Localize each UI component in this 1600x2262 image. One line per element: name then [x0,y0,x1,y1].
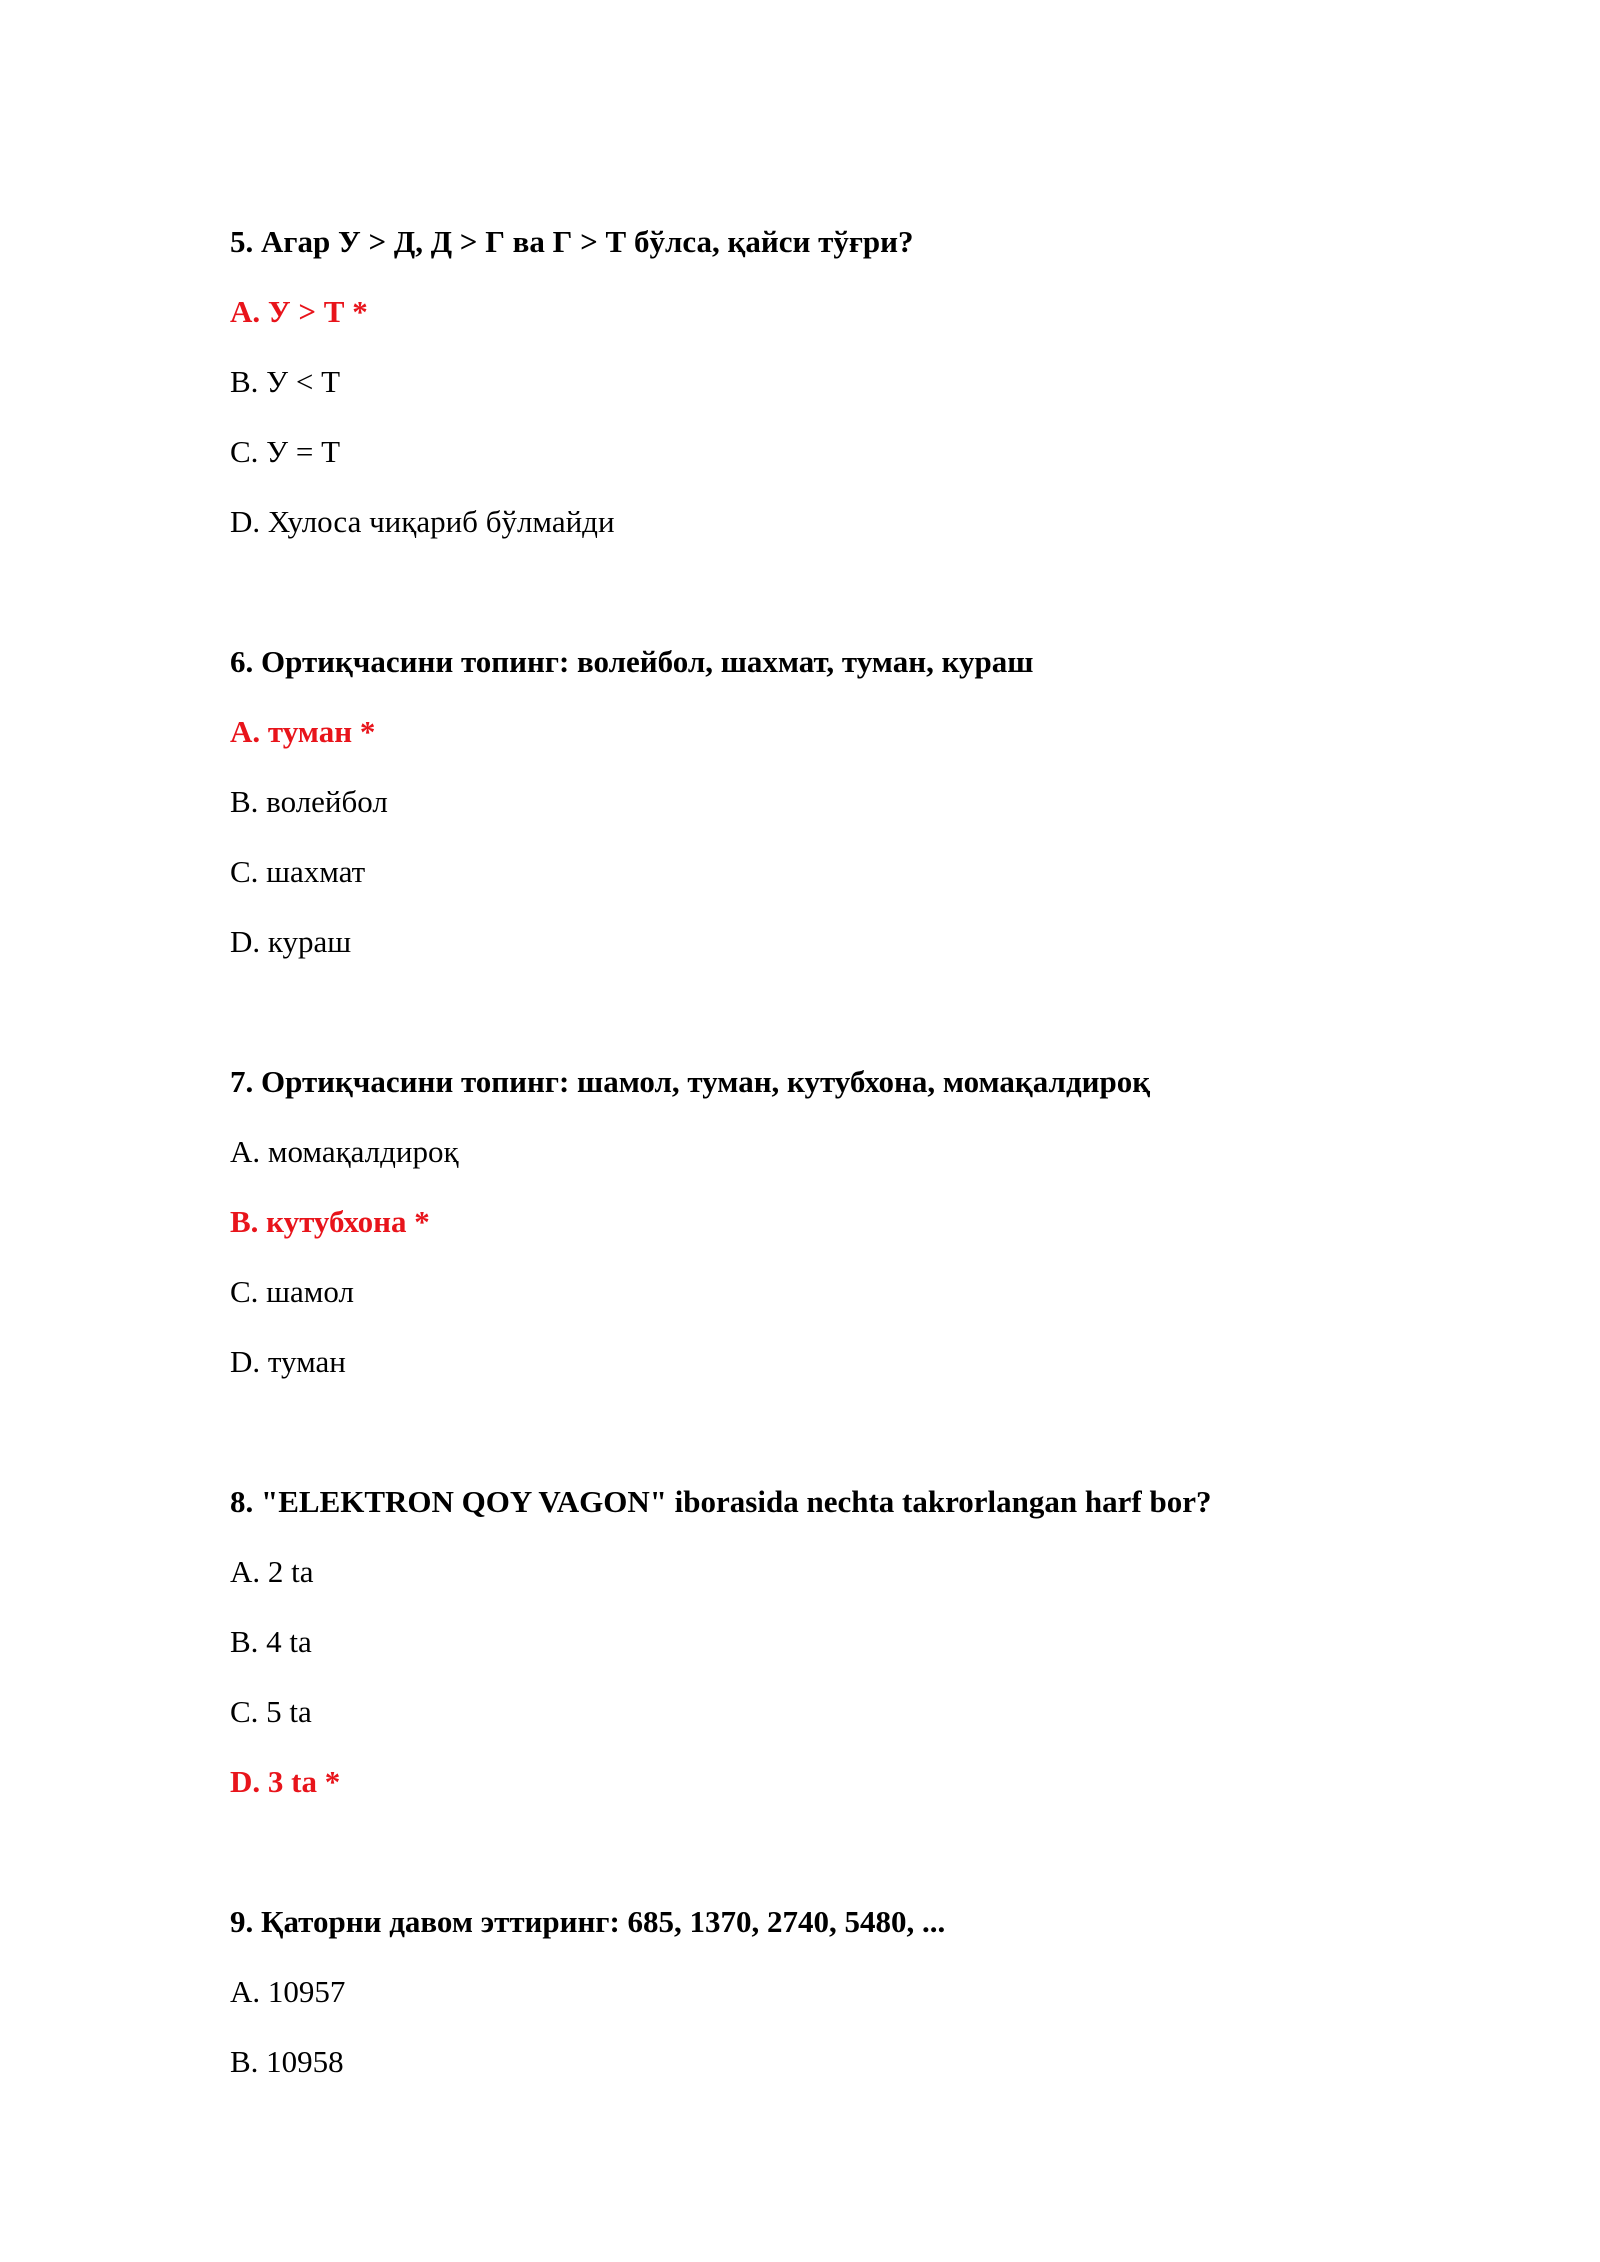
question-6 [230,642,1530,962]
question-7 [230,1062,1530,1382]
question-title: 9. Қаторни давом эттиринг: 685, 1370, 2740, 5480, ... [230,1904,946,1939]
question-9 [230,1902,1530,2082]
option-c: C. шамол [230,1274,354,1309]
question-title: 7. Ортиқчасини топинг: шамол, туман, кутубхона, момақалдироқ [230,1064,1151,1099]
option-d: D. туман [230,1344,346,1379]
option-b: B. волейбол [230,784,388,819]
question-8 [230,1482,1530,1802]
option-a: A. 10957 [230,1974,346,2009]
question-title: 6. Ортиқчасини топинг: волейбол, шахмат, туман, кураш [230,644,1034,679]
option-a: A. 2 ta [230,1554,314,1589]
option-b-correct: B. кутубхона * [230,1204,430,1239]
option-c: C. шахмат [230,854,366,889]
question-5 [230,222,1530,542]
option-d: D. Хулоса чиқариб бўлмайди [230,504,615,539]
option-c: C. 5 ta [230,1694,312,1729]
option-a-correct: A. У > Т * [230,294,368,329]
option-b: B. 4 ta [230,1624,312,1659]
option-a-correct: A. туман * [230,714,376,749]
option-b: B. У < Т [230,364,341,399]
option-d-correct: D. 3 ta * [230,1764,341,1799]
option-a: A. момақалдироқ [230,1134,459,1169]
question-title: 5. Агар У > Д, Д > Г ва Г > Т бўлса, қайси тўғри? [230,224,914,259]
question-title: 8. "ELEKTRON QOY VAGON" iborasida nechta takrorlangan harf bor? [230,1484,1212,1519]
option-c: C. У = Т [230,434,341,469]
option-b: B. 10958 [230,2044,344,2079]
option-d: D. кураш [230,924,352,959]
